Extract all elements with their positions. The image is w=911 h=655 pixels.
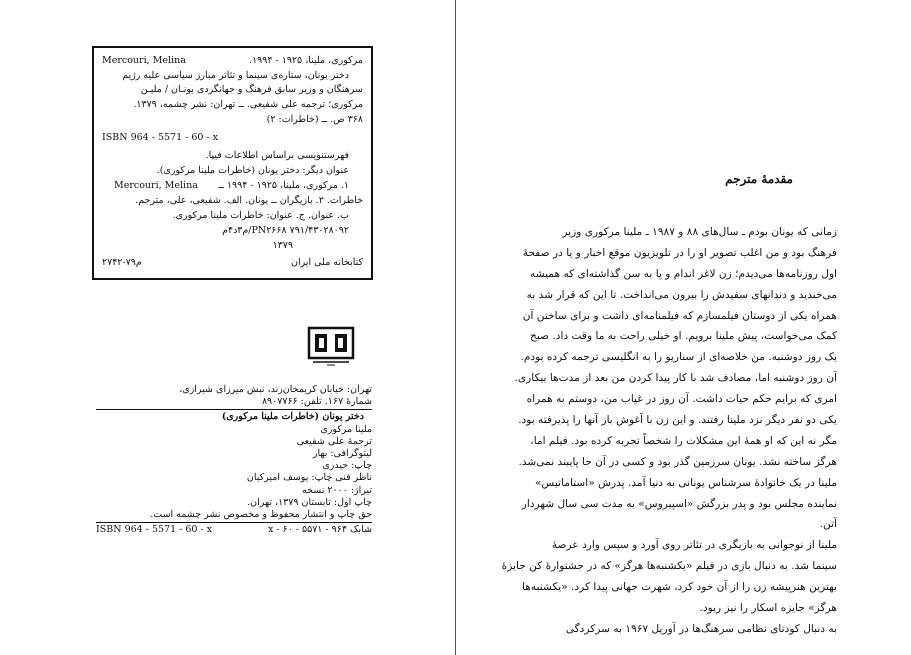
catalog-author-latin: Mercouri, Melina [102,55,186,66]
catalog-classification: ۷۹۱/۴۳۰۲۸۰۹۲ PN۲۶۶۸/م۳د۴م [222,225,349,236]
preface-line: آن روز دوشنبه اما، مصادف شد با کار پیدا کردن من بعد از مدت‌ها بیکاری. [514,372,837,385]
catalog-library: کتابخانه ملی ایران [290,257,363,268]
publisher-address-1: تهران: خیابان کریمخان‌زند، نبش میرزای شیرازی، [179,384,372,395]
preface-line: هرگز ساخته نشد. یونان سرزمین گذر بود و کسی در آن جا پایبند نمی‌شد. [518,455,837,468]
catalog-subject-latin: Mercouri, Melina [114,180,198,191]
catalog-line-8: عنوان دیگر: دختر یونان (خاطرات ملینا مرکوری). [156,165,349,176]
right-page [456,0,911,655]
catalog-year: ۱۳۷۹ [272,240,293,251]
catalog-library-number: م۷۹-۲۷۴۲ [102,257,142,268]
left-page [0,0,455,655]
catalog-line-7: فهرستنویسی براساس اطلاعات فیپا. [205,150,349,161]
catalog-line-10: خاطرات. ۲. بازیگران ــ یونان. الف. شفیعی، علی، مترجم. [135,195,363,206]
preface-line: ملینا در یک خانوادهٔ سرشناس یونانی به دنیا آمد. پدرش «استاماتیس» [534,476,837,489]
preface-line: امری که برایم حکم حیات داشت. آن روز در غیاب من، دوستم به همراه [526,393,837,406]
preface-line: همراه یکی از دوستان فیلمسازم که فیلمنامه‌ای داشت و برای ساختن آن [522,309,837,322]
preface-line: به دنبال کودتای نظامی سرهنگ‌ها در آوریل ۱۹۶۷ به سرکردگی [565,622,837,635]
catalog-line-5: ۳۶۸ ص. ــ (خاطرات: ۲) [266,114,363,125]
colophon-isbn-row [96,524,372,536]
preface-line: یک روز دوشنبه. من خلاصه‌ای از سناریو را به انگلیسی ترجمه کرده بودم. [520,351,837,364]
colophon-print-run: تیراژ: ۲۰۰۰ نسخه [302,484,372,496]
preface-line: اول روزنامه‌ها می‌دیدم؛ زن لاغر اندام و پا به سن گذاشته‌ای که همیشه [530,267,837,280]
publisher-address-2: شمارهٔ ۱۶۷. تلفن: ۸۹۰۷۷۶۶ [261,396,372,408]
catalog-isbn: ISBN 964 - 5571 - 60 - x [102,132,219,143]
preface-line: هرگز» جایزه اسکار را نیز ربود. [699,602,837,615]
preface-title: مقدمهٔ مترجم [725,172,793,186]
preface-line: یکی دو نفر دیگر نزد ملینا رفتند. و این زن با آغوش باز آنها را پذیرفته بود. [518,414,837,427]
colophon [96,384,372,536]
colophon-translator: ترجمهٔ علی شفیعی [296,435,372,447]
preface-line: زمانی که یونان بودم ـ سال‌های ۸۸ و ۱۹۸۷ ـ ملینا مرکوری وزیر [562,226,837,238]
preface-line: سینما شد. به دنبال بازی در فیلم «یکشنبه‌ها هرگز» که در جشنوارهٔ کن جایزهٔ [501,560,837,573]
preface-line: آتن. [819,518,837,531]
colophon-rule-bottom [96,522,372,523]
catalog-line-4: مرکوری؛ ترجمه علی شفیعی. ــ تهران: نشر چشمه، ۱۳۷۹. [133,99,363,110]
catalog-line-9: ۱. مرکوری، ملینا، ۱۹۲۵ - ۱۹۹۴ ــ [218,180,349,191]
preface-line: فرهنگ بود و من اغلب تصویر او را در تلویزیون موقع اخبار و یا در صفحهٔ [522,246,837,259]
catalog-line-11: ب. عنوان. ج. عنوان: خاطرات ملینا مرکوری. [172,210,349,221]
colophon-book-title: دختر یونان (خاطرات ملینا مرکوری) [221,411,364,423]
colophon-supervisor: ناظر فنی چاپ: یوسف امیرکیان [246,472,372,484]
preface-line: ملینا از نوجوانی به بازیگری در تئاتر روی آورد و سپس وارد عرصهٔ [551,539,837,552]
publisher-logo-icon [307,326,355,368]
colophon-copyright: حق چاپ و انتشار محفوظ و مخصوص نشر چشمه است. [150,508,372,520]
catalog-line-2: دختر یونان، ستاره‌ی سینما و تئاتر مبارز سیاسی علیه رژیم [122,70,349,81]
preface-line: بهترین هنرپیشه زن را از آن خود کرد، شهرت جهانی پیدا کرد. «یکشنبه‌ها [522,581,837,594]
catalog-card [92,46,373,280]
colophon-edition: چاپ اول: تابستان ۱۳۷۹، تهران. [247,496,372,508]
catalog-line-3: سرهنگان و وزیر سابق فرهنگ و جهانگردی یونـان / ملیـن [140,84,363,95]
colophon-author: ملینا مرکوری [320,423,372,435]
colophon-printing: چاپ: حیدری [322,460,372,472]
colophon-isbn-latin: ISBN 964 - 5571 - 60 - x [96,524,213,536]
colophon-lithography: لیتوگرافی: بهار [312,447,372,459]
colophon-rule-top [96,409,372,410]
preface-body [500,222,837,640]
preface-line: می‌خندید و دندانهای سفیدش را بیرون می‌انداخت. تا این که قرار شد به [526,288,837,301]
preface-line: مگر نه این که او همهٔ این مشکلات را شخصاً تجربه کرده بود. فیلم اما، [530,434,837,447]
preface-line: کمک می‌خواست، پیش ملینا برویم. او خیلی راحت به ما وقت داد. صبح [530,330,837,343]
colophon-isbn-persian: شابک x - ۶۰ - ۵۵۷۱ - ۹۶۴ [267,524,372,536]
catalog-line-1: مرکوری، ملینا، ۱۹۲۵ - ۱۹۹۴. [249,55,363,66]
preface-line: نماینده مجلس بود و پدر بزرگش «اسپیروس» به مدت سی سال شهردار [521,497,837,510]
